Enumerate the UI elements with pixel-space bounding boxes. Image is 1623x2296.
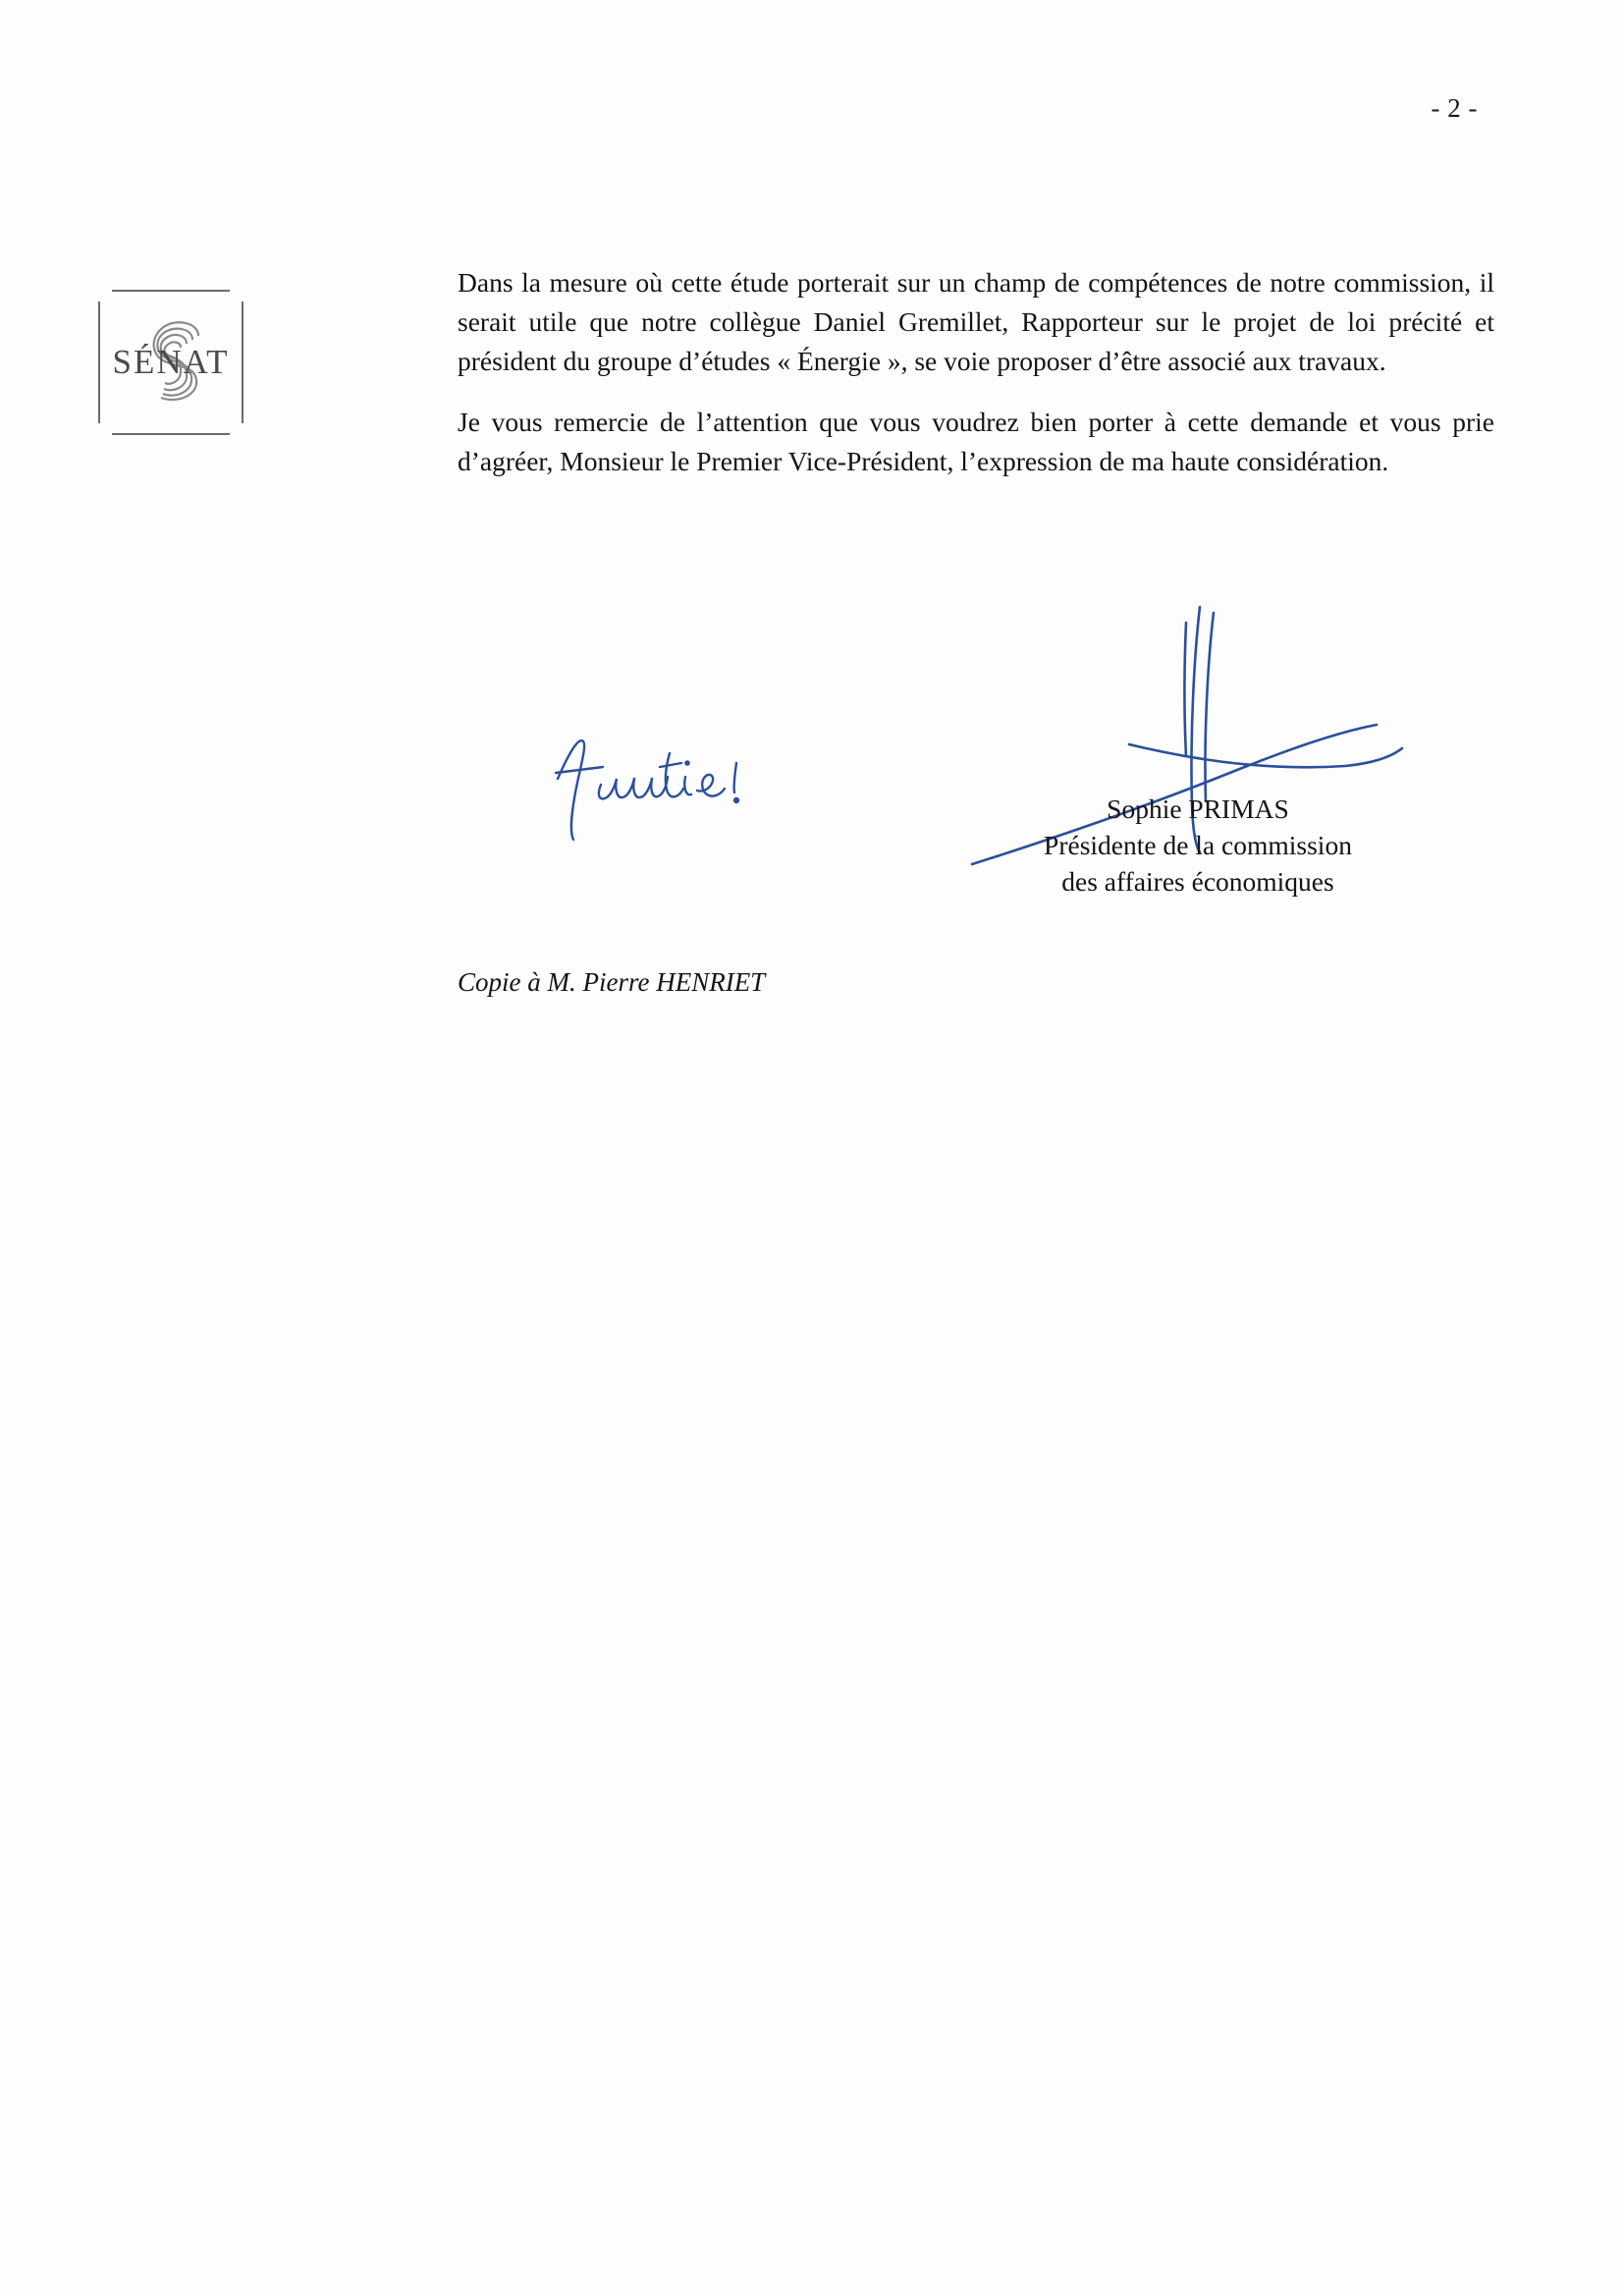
signer-role-line-1: Présidente de la commission (1044, 830, 1352, 860)
signature-block (992, 791, 1404, 900)
letter-body (458, 263, 1494, 481)
logo-frame-top (112, 290, 230, 292)
signer-role-line-2: des affaires économiques (1061, 866, 1334, 897)
page-number: - 2 - (1431, 93, 1478, 123)
signature-area (0, 599, 1623, 1011)
logo-frame-left (98, 301, 100, 423)
paragraph-2: Je vous remercie de l’attention que vous voudrez bien porter à cette demande et vous prie d’agréer, Monsieur le Premier Vice-Président, l’expression de ma haute considération. (458, 407, 1494, 476)
copy-recipient-line: Copie à M. Pierre HENRIET (458, 967, 766, 997)
senate-logo (98, 290, 243, 435)
signer-name: Sophie PRIMAS (1107, 793, 1289, 824)
senate-wordmark: SÉNAT (112, 343, 230, 381)
paragraph-1: Dans la mesure où cette étude porterait sur un champ de compétences de notre commission, il serait utile que notre collègue Daniel Gremillet, Rapporteur sur le projet de loi précité et président du groupe d’études « Énergie », se voie proposer d’être associé aux travaux. (458, 267, 1494, 376)
handwritten-amities-note (550, 702, 776, 859)
logo-frame-bottom (112, 433, 230, 435)
logo-frame-right (242, 301, 243, 423)
